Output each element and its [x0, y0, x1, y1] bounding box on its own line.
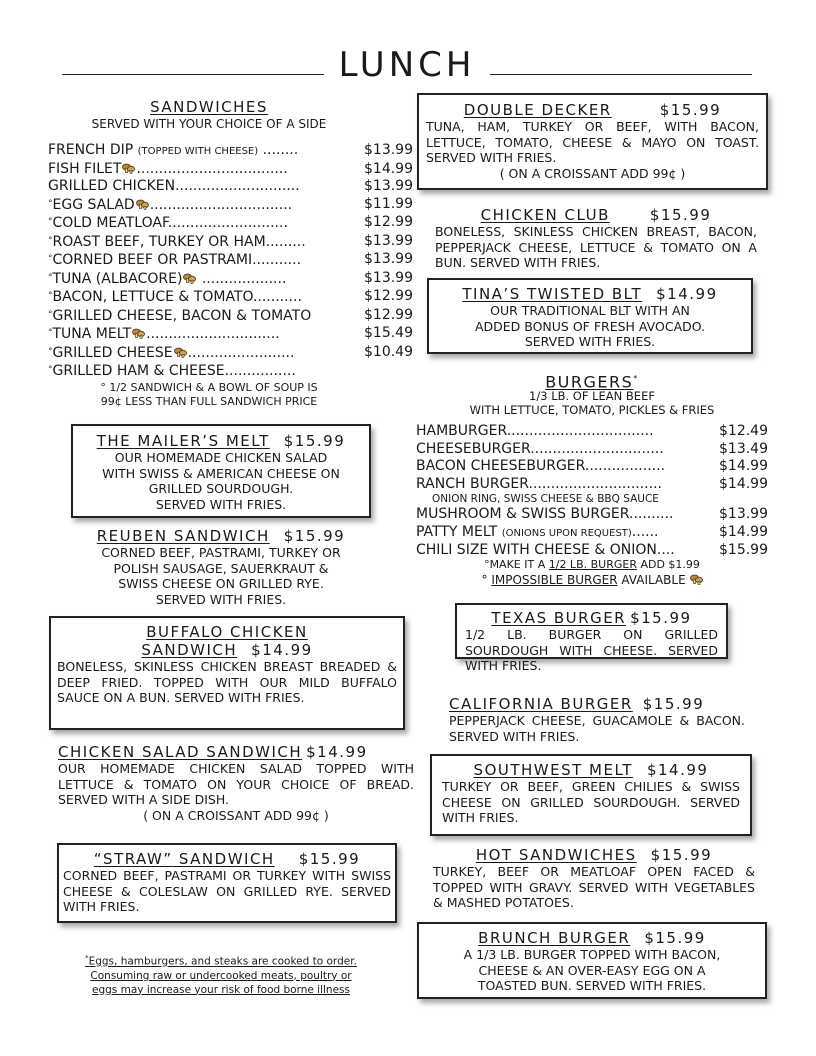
item-name: REUBEN SANDWICH: [96, 527, 270, 545]
menu-item-name: GRILLED CHICKEN............................: [48, 178, 300, 194]
mushroom-icon: [122, 162, 135, 173]
mushroom-icon: [690, 574, 703, 588]
menu-item-price: [364, 362, 414, 381]
menu-item-price: $11.99: [364, 195, 413, 212]
item-description: OUR HOMEMADE CHICKEN SALAD WITH SWISS & AMERICAN CHEESE ON GRILLED SOURDOUGH. SERVED WITH FRIES.: [102, 450, 340, 512]
menu-item-price: $13.99: [364, 178, 413, 194]
menu-item-name: RANCH BURGER..............................: [416, 475, 662, 492]
menu-item-price: $12.49: [719, 423, 768, 439]
double-decker-card: [417, 93, 768, 190]
page-title: LUNCH: [62, 46, 752, 84]
menu-item-row: [416, 423, 768, 441]
item-price: $14.99: [306, 743, 368, 761]
brunch-burger-card: [417, 922, 767, 999]
buffalo-chicken-card: [49, 616, 405, 730]
menu-item-name: HAMBURGER.................................: [416, 423, 654, 439]
burgers-subheading: 1/3 LB. OF LEAN BEEF WITH LETTUCE, TOMATO, PICKLES & FRIES: [469, 389, 715, 417]
menu-item-name: FRENCH DIP (TOPPED WITH CHEESE) ........: [48, 142, 299, 158]
chicken-club-item: [435, 206, 757, 271]
menu-item-price: $13.99: [364, 232, 413, 249]
menu-item-price: $14.99: [719, 458, 768, 474]
menu-item-row: [48, 362, 414, 381]
southwest-melt-card: [430, 754, 752, 836]
item-description: OUR HOMEMADE CHICKEN SALAD TOPPED WITH LETTUCE & TOMATO ON YOUR CHOICE OF BREAD. SERVED WITH A SIDE DISH.: [58, 761, 414, 807]
item-price: $15.99: [283, 527, 346, 545]
item-price: $15.99: [644, 929, 706, 947]
menu-item-price: $10.49: [364, 343, 413, 360]
menu-item-name: PATTY MELT (ONIONS UPON REQUEST)......: [416, 523, 659, 540]
item-header: [433, 846, 755, 864]
item-description: PEPPERJACK CHEESE, GUACAMOLE & BACON. SERVED WITH FRIES.: [449, 713, 745, 744]
menu-item-row: [48, 270, 414, 289]
item-description: 1/2 LB. BURGER ON GRILLED SOURDOUGH WITH CHEESE. SERVED WITH FRIES.: [465, 627, 718, 673]
item-name-line1: BUFFALO CHICKEN: [146, 623, 308, 641]
menu-item-name: BACON CHEESEBURGER..................: [416, 458, 665, 474]
menu-item-price: $13.99: [364, 142, 413, 158]
item-header: [63, 850, 391, 868]
item-description: CORNED BEEF, PASTRAMI OR TURKEY WITH SWISS CHEESE & COLESLAW ON GRILLED RYE. SERVED WITH FRIES.: [63, 868, 391, 914]
menu-item-name: °GRILLED CHEESE, BACON & TOMATO: [48, 307, 312, 324]
menu-item-name: CHEESEBURGER..............................: [416, 440, 664, 457]
menu-item-price: $15.49: [364, 325, 413, 341]
menu-item-price: $14.99: [719, 523, 768, 540]
straw-sandwich-card: [57, 843, 397, 923]
item-header-2: [57, 641, 397, 659]
menu-item-row: [416, 476, 768, 494]
menu-item-name: °GRILLED CHEESE ........................: [48, 344, 295, 361]
menu-item-row: [48, 214, 414, 233]
item-price: $15.99: [630, 609, 692, 627]
item-price: $14.99: [646, 761, 709, 779]
sandwiches-subheading: SERVED WITH YOUR CHOICE OF A SIDE: [91, 117, 327, 131]
menu-item-price: $13.99: [719, 506, 768, 522]
impossible-burger-note: ° IMPOSSIBLE BURGER AVAILABLE: [417, 573, 767, 588]
menu-item-row: [48, 233, 414, 252]
item-name: HOT SANDWICHES: [475, 846, 637, 864]
croissant-addon: ( ON A CROISSANT ADD 99¢ ): [143, 807, 329, 823]
item-name: TINA’S TWISTED BLT: [462, 285, 643, 303]
menu-item-name: °GRILLED HAM & CHEESE................: [48, 363, 296, 379]
item-header: [79, 432, 363, 450]
menu-item-name: °TUNA MELT ..............................: [48, 326, 280, 342]
item-price: $15.99: [298, 850, 361, 868]
ranch-burger-note: ONION RING, SWISS CHEESE & BBQ SAUCE: [432, 493, 659, 505]
burger-list-2: [416, 506, 768, 560]
menu-item-row: [416, 441, 768, 459]
item-price: $15.99: [283, 432, 346, 450]
menu-item-price: $14.99: [719, 475, 768, 492]
item-header: [71, 527, 371, 545]
item-header: [442, 761, 740, 779]
item-price: $15.99: [649, 206, 712, 224]
menu-item-name: FISH FILET ..................................: [48, 160, 288, 177]
mailers-melt-card: [71, 424, 371, 518]
item-header: [425, 929, 759, 947]
menu-item-row: [416, 506, 768, 524]
hot-sandwiches-item: [433, 846, 755, 911]
item-description: OUR TRADITIONAL BLT WITH AN ADDED BONUS OF FRESH AVOCADO. SERVED WITH FRIES.: [474, 303, 706, 349]
menu-item-name: °ROAST BEEF, TURKEY OR HAM.........: [48, 233, 306, 250]
menu-item-name: °COLD MEATLOAF...........................: [48, 215, 288, 231]
item-description: BONELESS, SKINLESS CHICKEN BREAST BREADED & DEEP FRIED. TOPPED WITH OUR MILD BUFFALO SAUCE ON A BUN. SERVED WITH FRIES.: [57, 659, 397, 705]
croissant-addon: ( ON A CROISSANT ADD 99¢ ): [499, 165, 686, 181]
item-name: “STRAW” SANDWICH: [93, 850, 275, 868]
mushroom-icon: [183, 272, 196, 283]
item-header: [58, 743, 414, 761]
menu-item-price: $13.99: [364, 269, 413, 286]
menu-item-name: °EGG SALAD ................................: [48, 196, 293, 213]
mushroom-icon: [174, 346, 187, 357]
menu-item-row: [48, 344, 414, 363]
item-name: TEXAS BURGER: [491, 609, 627, 627]
item-name: CHICKEN CLUB: [480, 206, 610, 224]
tinas-twisted-blt-card: [427, 278, 753, 354]
menu-item-row: [416, 542, 768, 560]
item-name: THE MAILER’S MELT: [96, 432, 270, 450]
menu-item-price: $13.99: [364, 251, 413, 267]
menu-item-price: $13.49: [719, 440, 768, 457]
menu-item-row: [48, 196, 414, 215]
reuben-sandwich-item: [71, 527, 371, 607]
menu-item-row: [48, 251, 414, 270]
menu-item-row: [48, 307, 414, 326]
half-sandwich-note: [44, 381, 374, 409]
california-burger-item: [449, 695, 745, 744]
menu-item-row: [48, 142, 414, 161]
page-header: [62, 44, 752, 84]
item-name: BRUNCH BURGER: [478, 929, 631, 947]
item-name: CHICKEN SALAD SANDWICH: [58, 743, 303, 761]
item-header: [57, 623, 397, 641]
burgers-heading: BURGERS*: [545, 372, 639, 392]
item-header: [435, 206, 757, 224]
item-description: TUNA, HAM, TURKEY OR BEEF, WITH BACON, LETTUCE, TOMATO, CHEESE & MAYO ON TOAST. SERVED WITH FRIES.: [426, 119, 759, 165]
item-header: [435, 285, 745, 303]
menu-item-row: [48, 178, 414, 196]
item-header: [449, 695, 745, 713]
item-price: $15.99: [642, 695, 705, 713]
texas-burger-card: [455, 603, 728, 673]
menu-item-name: °TUNA (ALBACORE) ...................: [48, 270, 287, 287]
item-description: TURKEY, BEEF OR MEATLOAF OPEN FACED & TOPPED WITH GRAVY. SERVED WITH VEGETABLES & MASHED POTATOES.: [433, 864, 755, 910]
mushroom-icon: [132, 327, 145, 338]
item-price: $15.99: [659, 101, 722, 119]
menu-item-name: °CORNED BEEF OR PASTRAMI...........: [48, 252, 302, 268]
half-pound-upgrade: °MAKE IT A 1/2 LB. BURGER ADD $1.99: [484, 558, 700, 571]
menu-item-row: [416, 458, 768, 476]
menu-item-name: °BACON, LETTUCE & TOMATO...........: [48, 289, 302, 305]
menu-item-row: [48, 161, 414, 179]
item-header: [426, 101, 759, 119]
item-header: [465, 609, 718, 627]
menu-item-row: [416, 524, 768, 543]
menu-item-price: $14.99: [364, 160, 413, 177]
menu-item-price: $12.99: [364, 288, 413, 304]
menu-item-price: $12.99: [364, 306, 413, 323]
burger-list: [416, 423, 768, 493]
note-line-1: ° 1/2 SANDWICH & A BOWL OF SOUP IS: [100, 381, 318, 394]
food-safety-disclaimer: *Eggs, hamburgers, and steaks are cooked to order. Consuming raw or undercooked meats, poultry or eggs may increase your risk of food borne illness: [85, 954, 357, 996]
menu-item-row: [48, 325, 414, 344]
chicken-salad-sandwich-item: [58, 743, 414, 823]
item-name-line2: SANDWICH: [141, 641, 238, 659]
item-price: $14.99: [656, 285, 718, 303]
item-price: $14.99: [251, 641, 313, 659]
menu-item-row: [48, 288, 414, 307]
item-name: DOUBLE DECKER: [463, 101, 612, 119]
sandwich-list: [48, 142, 414, 381]
menu-item-name: CHILI SIZE WITH CHEESE & ONION....: [416, 542, 675, 558]
mushroom-icon: [136, 198, 149, 209]
item-description: A 1/3 LB. BURGER TOPPED WITH BACON, CHEESE & AN OVER-EASY EGG ON A TOASTED BUN. SERVED WITH FRIES.: [463, 947, 721, 993]
item-name: SOUTHWEST MELT: [473, 761, 633, 779]
note-line-2: 99¢ LESS THAN FULL SANDWICH PRICE: [100, 395, 318, 408]
menu-item-price: $12.99: [364, 214, 413, 230]
item-name: CALIFORNIA BURGER: [449, 695, 633, 713]
item-description: BONELESS, SKINLESS CHICKEN BREAST, BACON, PEPPERJACK CHEESE, LETTUCE & TOMATO ON A BUN. SERVED WITH FRIES.: [435, 224, 757, 270]
sandwiches-heading: SANDWICHES: [150, 98, 268, 116]
item-price: $15.99: [650, 846, 713, 864]
item-description: CORNED BEEF, PASTRAMI, TURKEY OR POLISH SAUSAGE, SAUERKRAUT & SWISS CHEESE ON GRILLED RYE. SERVED WITH FRIES.: [101, 545, 341, 607]
menu-item-name: MUSHROOM & SWISS BURGER..........: [416, 506, 674, 522]
menu-item-price: $15.99: [719, 542, 768, 558]
item-description: TURKEY OR BEEF, GREEN CHILIES & SWISS CHEESE ON GRILLED SOURDOUGH. SERVED WITH FRIES.: [442, 779, 740, 825]
